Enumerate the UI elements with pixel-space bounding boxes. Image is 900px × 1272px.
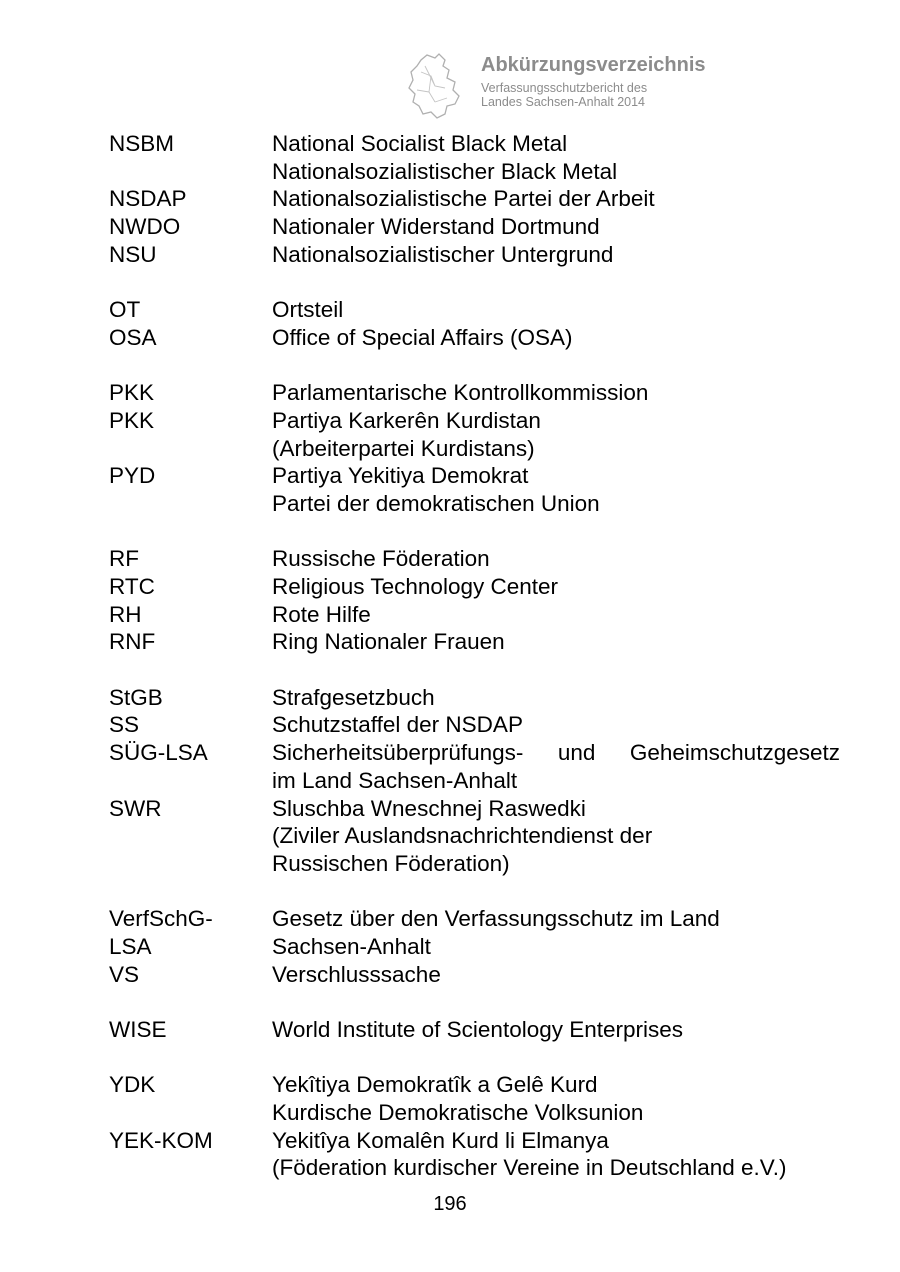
abbreviation-term: NSDAP: [109, 186, 187, 212]
abbreviation-row: [0, 1127, 900, 1155]
abbreviation-description: Sluschba Wneschnej Raswedki: [272, 795, 586, 821]
abbreviation-row: [0, 1016, 900, 1044]
abbreviation-row: [0, 545, 900, 573]
abbreviation-row: [0, 822, 900, 850]
abbreviation-description: Kurdische Demokratische Volksunion: [272, 1100, 644, 1126]
group-spacer: [0, 656, 900, 684]
group-spacer: [0, 352, 900, 380]
abbreviation-term: YEK-KOM: [109, 1127, 213, 1153]
abbreviation-term: StGB: [109, 684, 163, 710]
abbreviation-description: Strafgesetzbuch: [272, 684, 435, 710]
abbreviation-term: RNF: [109, 629, 156, 655]
abbreviation-term: PKK: [109, 380, 155, 406]
abbreviation-row: [0, 573, 900, 601]
abbreviation-description: (Arbeiterpartei Kurdistans): [272, 435, 535, 461]
abbreviation-description: Yekîtiya Demokratîk a Gelê Kurd: [272, 1072, 598, 1098]
abbreviation-description: Nationalsozialistischer Untergrund: [272, 241, 614, 267]
group-spacer: [0, 518, 900, 546]
abbreviation-term: LSA: [109, 933, 152, 959]
abbreviation-description: Schutzstaffel der NSDAP: [272, 712, 523, 738]
abbreviation-row: [0, 296, 900, 324]
abbreviation-term: SÜG-LSA: [109, 740, 208, 766]
abbreviation-description: Sachsen-Anhalt: [272, 933, 431, 959]
page-header: [405, 52, 735, 122]
abbreviation-term: YDK: [109, 1072, 156, 1098]
abbreviation-description: Office of Special Affairs (OSA): [272, 324, 573, 350]
abbreviation-row: [0, 407, 900, 435]
group-spacer: [0, 878, 900, 906]
abbreviation-row: [0, 628, 900, 656]
group-spacer: [0, 988, 900, 1016]
abbreviation-description: Russischen Föderation): [272, 850, 510, 876]
abbreviation-row: [0, 185, 900, 213]
abbreviation-row: [0, 130, 900, 158]
abbreviation-row: [0, 905, 900, 933]
header-subtitle-line-2: Landes Sachsen-Anhalt 2014: [481, 95, 646, 109]
abbreviation-description: Russische Föderation: [272, 546, 490, 572]
abbreviation-term: PKK: [109, 407, 155, 433]
header-subtitle-line-1: Verfassungsschutzbericht des: [481, 81, 648, 95]
abbreviation-row: [0, 961, 900, 989]
abbreviation-term: WISE: [109, 1017, 167, 1042]
abbreviation-row: [0, 601, 900, 629]
abbreviation-description: Nationalsozialistischer Black Metal: [272, 158, 618, 184]
abbreviation-description: Ring Nationaler Frauen: [272, 629, 505, 655]
abbreviation-term: NSBM: [109, 131, 175, 156]
abbreviation-row: [0, 324, 900, 352]
abbreviation-row: [0, 850, 900, 878]
abbreviation-description: (Föderation kurdischer Vereine in Deutschland e.V.): [272, 1155, 787, 1181]
abbreviation-row: [0, 684, 900, 712]
abbreviation-term: NSU: [109, 241, 157, 267]
abbreviation-row: [0, 490, 900, 518]
abbreviation-row: [0, 241, 900, 269]
abbreviation-row: [0, 795, 900, 823]
abbreviation-row: [0, 1099, 900, 1127]
abbreviation-description: im Land Sachsen-Anhalt: [272, 767, 518, 793]
abbreviation-term: OT: [109, 297, 141, 323]
abbreviation-description: Verschlusssache: [272, 961, 441, 987]
abbreviation-row: [0, 158, 900, 186]
abbreviation-term: PYD: [109, 463, 156, 489]
abbreviation-term: SS: [109, 712, 140, 738]
page-number: 196: [433, 1193, 467, 1215]
abbreviation-row: [0, 711, 900, 739]
abbreviation-description: World Institute of Scientology Enterprises: [272, 1017, 684, 1042]
abbreviation-term: SWR: [109, 795, 162, 821]
group-spacer: [0, 268, 900, 296]
abbreviation-row: [0, 213, 900, 241]
abbreviation-row: [0, 1154, 900, 1182]
abbreviation-description: Sicherheitsüberprüfungs- und Geheimschutzgesetz: [272, 740, 840, 766]
abbreviation-row: [0, 1071, 900, 1099]
abbreviation-description: Gesetz über den Verfassungsschutz im Land: [272, 906, 720, 932]
abbreviation-list: [0, 130, 900, 1182]
group-spacer: [0, 1044, 900, 1072]
abbreviation-row: [0, 739, 900, 767]
abbreviation-term: NWDO: [109, 214, 181, 240]
abbreviation-term: OSA: [109, 324, 157, 350]
abbreviation-term: RH: [109, 601, 142, 627]
abbreviation-description: Parlamentarische Kontrollkommission: [272, 380, 649, 406]
abbreviation-description: Nationaler Widerstand Dortmund: [272, 214, 600, 240]
abbreviation-term: RTC: [109, 574, 155, 599]
abbreviation-description: Partiya Karkerên Kurdistan: [272, 407, 541, 433]
abbreviation-description: Ortsteil: [272, 297, 344, 323]
abbreviation-term: RF: [109, 546, 139, 572]
abbreviation-description: Partiya Yekitiya Demokrat: [272, 463, 529, 489]
abbreviation-description: Yekitîya Komalên Kurd li Elmanya: [272, 1127, 609, 1153]
abbreviation-row: [0, 435, 900, 463]
abbreviation-row: [0, 767, 900, 795]
abbreviation-description: Religious Technology Center: [272, 574, 559, 599]
abbreviation-row: [0, 933, 900, 961]
abbreviation-description: Partei der demokratischen Union: [272, 490, 600, 516]
abbreviation-row: [0, 379, 900, 407]
sachsen-anhalt-map-icon: [405, 52, 465, 122]
abbreviation-description: (Ziviler Auslandsnachrichtendienst der: [272, 823, 653, 849]
abbreviation-term: VerfSchG-: [109, 906, 213, 932]
abbreviation-term: VS: [109, 961, 140, 987]
header-title: Abkürzungsverzeichnis: [481, 54, 706, 76]
abbreviation-description: National Socialist Black Metal: [272, 131, 568, 156]
abbreviation-description: Nationalsozialistische Partei der Arbeit: [272, 186, 655, 212]
abbreviation-description: Rote Hilfe: [272, 601, 371, 627]
abbreviation-row: [0, 462, 900, 490]
